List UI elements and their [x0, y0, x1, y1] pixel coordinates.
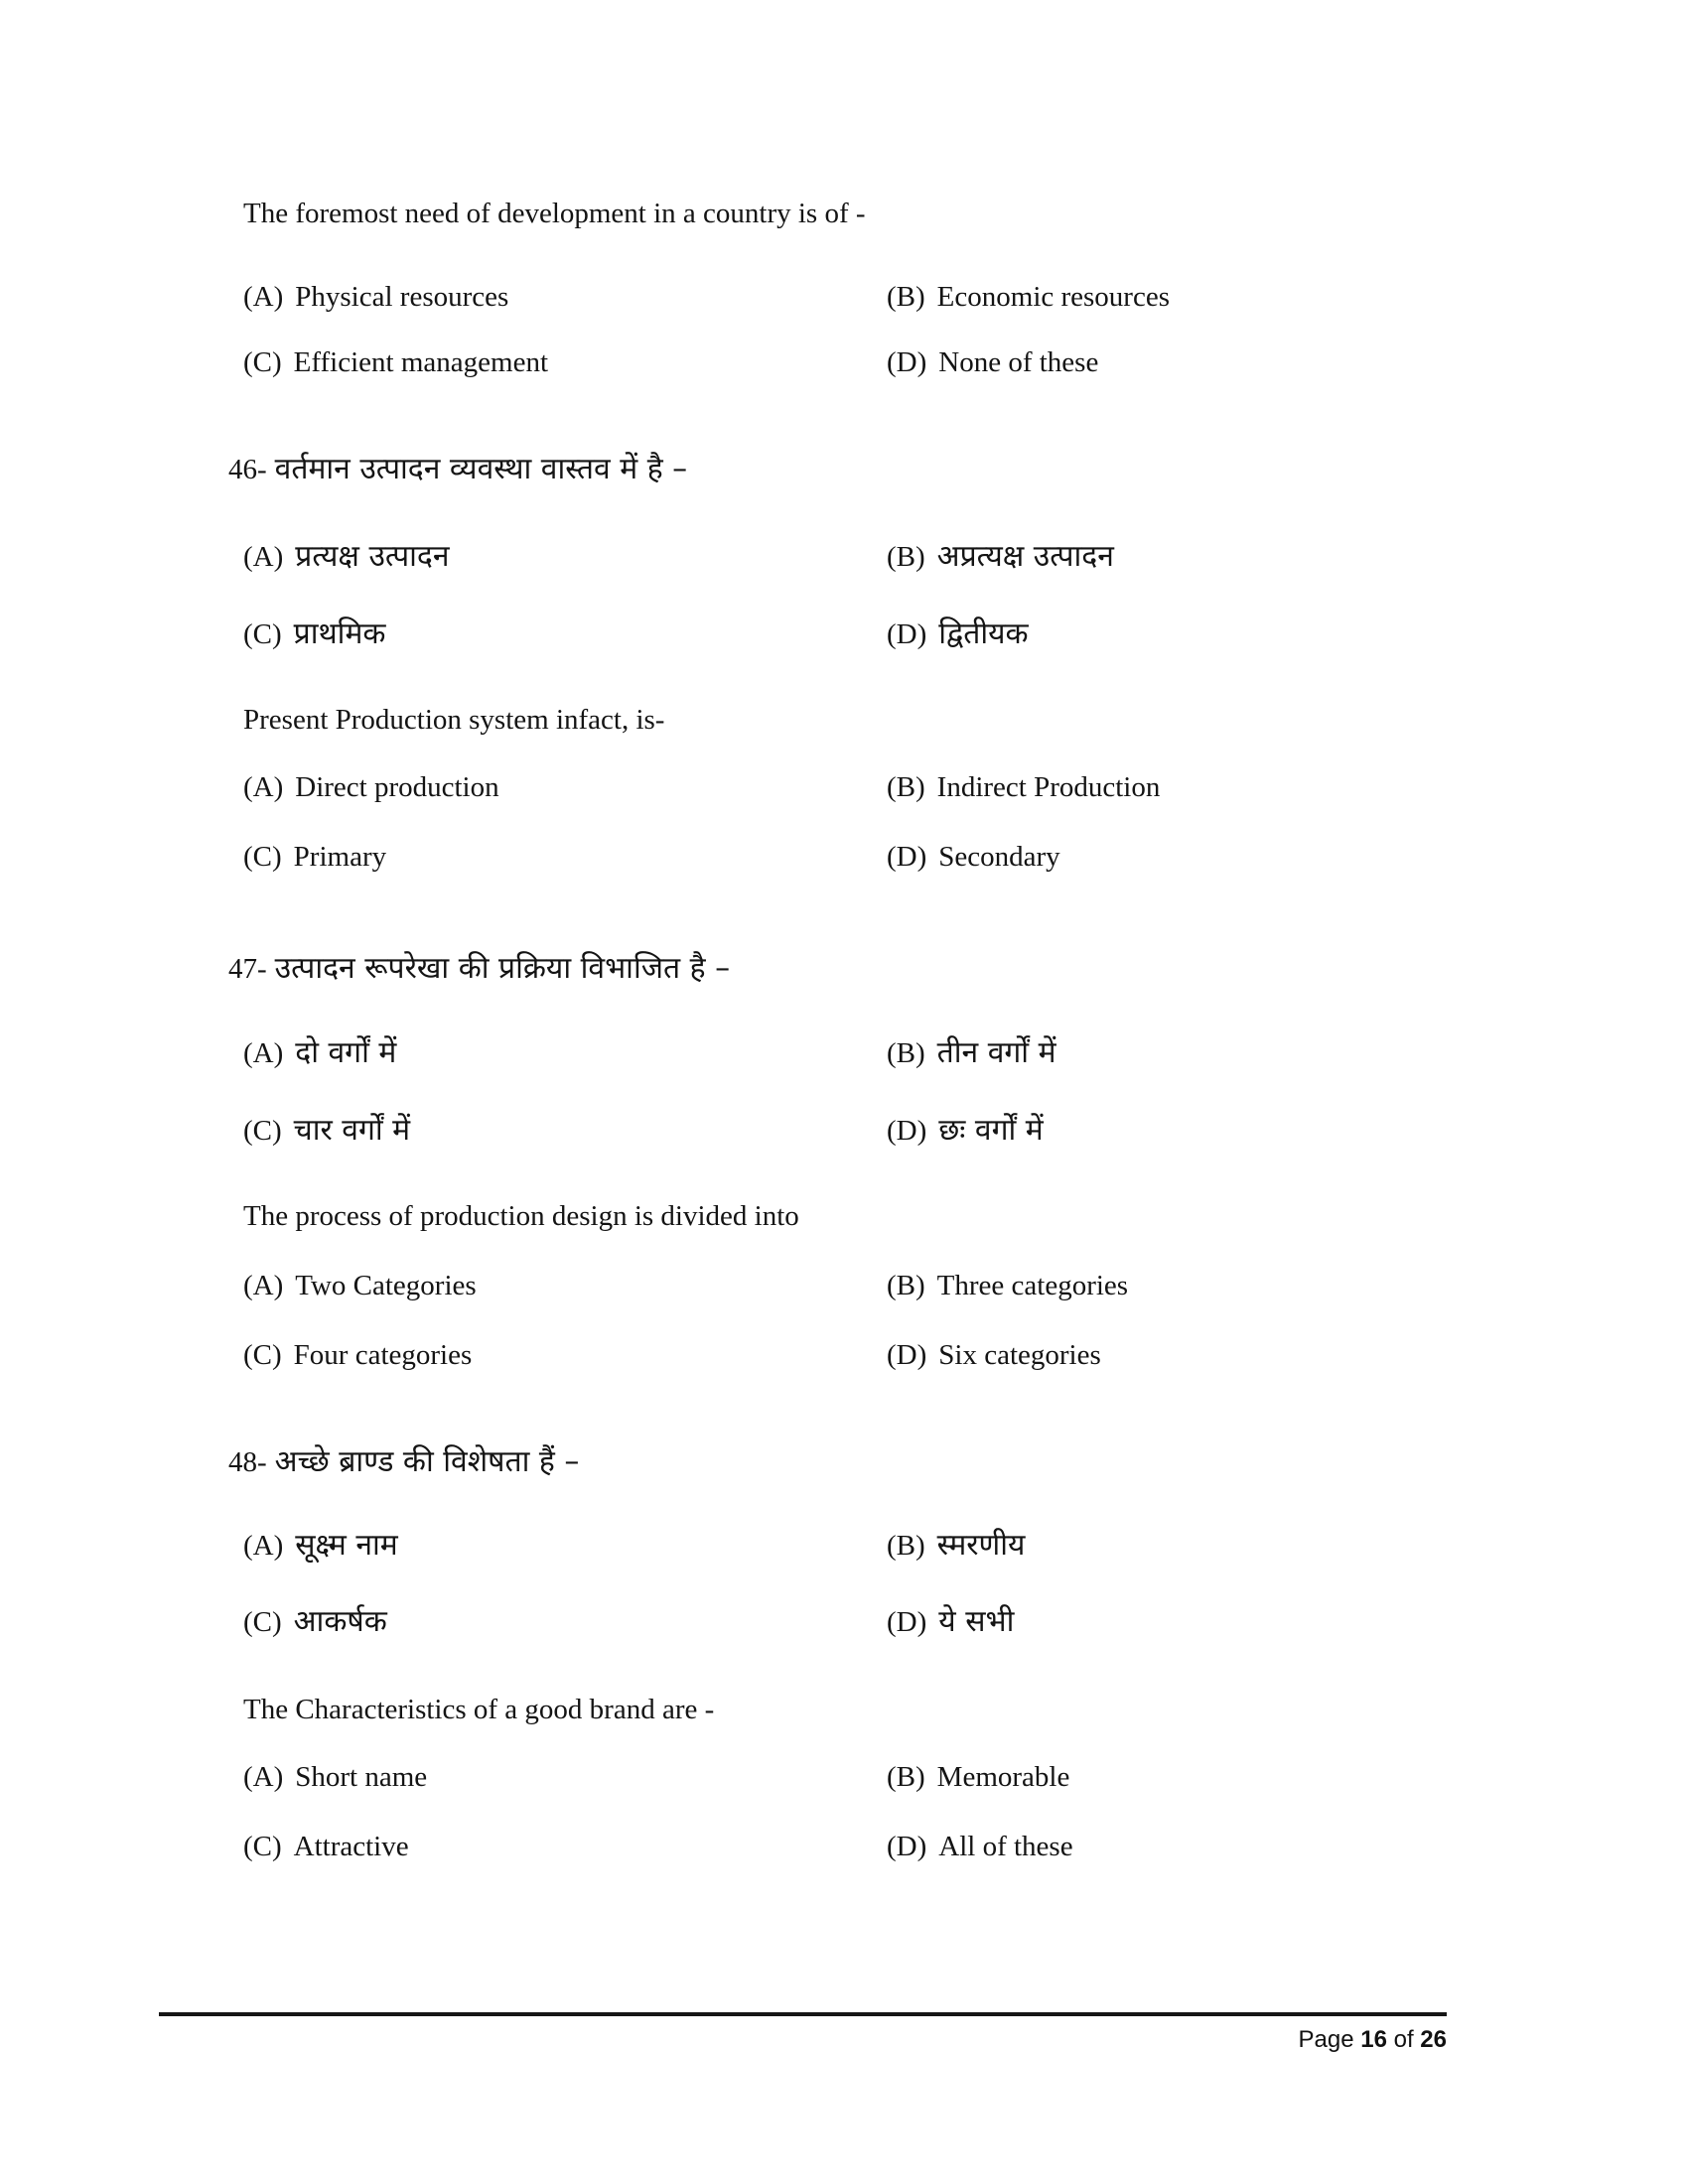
option-label: (B) [887, 541, 925, 573]
option-text: चार वर्गों में [293, 1113, 411, 1148]
option-label: (A) [243, 1270, 284, 1301]
option-b [887, 1267, 1128, 1304]
option-text: ये सभी [938, 1604, 1015, 1639]
option-a [243, 1525, 398, 1567]
question-stem-text: Present Production system infact, is- [243, 704, 665, 736]
option-label: (D) [887, 1115, 927, 1147]
option-text: द्वितीयक [938, 616, 1029, 651]
option-text: प्राथमिक [293, 616, 386, 651]
option-label: (B) [887, 281, 925, 313]
option-b [887, 1758, 1069, 1796]
option-label: (B) [887, 771, 925, 803]
option-label: (D) [887, 1339, 927, 1371]
option-d [887, 838, 1060, 876]
footer-label-page: Page [1298, 2026, 1354, 2053]
option-label: (A) [243, 541, 284, 573]
question-number: 46- [228, 454, 267, 485]
option-text: Secondary [938, 841, 1060, 873]
option-text: Attractive [293, 1831, 409, 1862]
option-d [887, 1110, 1044, 1152]
option-text: Three categories [936, 1270, 1129, 1301]
option-text: प्रत्यक्ष उत्पादन [295, 539, 450, 574]
option-b [887, 1032, 1056, 1074]
option-d [887, 1828, 1073, 1865]
option-label: (A) [243, 1037, 284, 1069]
option-text: Direct production [295, 771, 499, 803]
question-stem [228, 449, 687, 490]
option-text: अप्रत्यक्ष उत्पादन [936, 539, 1114, 574]
option-text: Six categories [938, 1339, 1101, 1371]
option-label: (C) [243, 1606, 282, 1638]
footer-divider [159, 2012, 1447, 2016]
option-a [243, 768, 499, 806]
option-c [243, 1336, 472, 1374]
option-a [243, 1032, 396, 1074]
question-stem-text: उत्पादन रूपरेखा की प्रक्रिया विभाजित है – [274, 951, 731, 986]
option-text: स्मरणीय [936, 1528, 1026, 1563]
option-label: (C) [243, 1339, 282, 1371]
option-label: (C) [243, 346, 282, 378]
option-text: Short name [295, 1761, 428, 1793]
option-text: सूक्ष्म नाम [295, 1528, 398, 1563]
option-text: आकर्षक [293, 1604, 387, 1639]
option-d [887, 343, 1098, 381]
option-text: Efficient management [293, 346, 548, 378]
option-label: (A) [243, 771, 284, 803]
option-c [243, 838, 386, 876]
option-c [243, 1828, 409, 1865]
option-text: Two Categories [295, 1270, 477, 1301]
option-label: (A) [243, 1761, 284, 1793]
option-label: (D) [887, 1606, 927, 1638]
option-text: Economic resources [936, 281, 1170, 313]
question-stem-text: The Characteristics of a good brand are - [243, 1694, 715, 1725]
question-number: 48- [228, 1446, 267, 1478]
question-stem-text: अच्छे ब्राण्ड की विशेषता हैं – [274, 1444, 580, 1479]
option-label: (D) [887, 841, 927, 873]
option-a [243, 1267, 477, 1304]
option-label: (B) [887, 1037, 925, 1069]
option-label: (D) [887, 1831, 927, 1862]
option-label: (B) [887, 1270, 925, 1301]
option-a [243, 278, 508, 316]
option-text: छः वर्गों में [938, 1113, 1044, 1148]
option-c [243, 1110, 410, 1152]
option-c [243, 343, 548, 381]
question-stem [228, 948, 730, 990]
option-label: (D) [887, 618, 927, 650]
option-d [887, 1336, 1101, 1374]
option-label: (C) [243, 1115, 282, 1147]
option-label: (A) [243, 281, 284, 313]
page-footer [943, 2026, 1447, 2054]
question-stem-text: The process of production design is divided into [243, 1200, 799, 1232]
footer-label-of: of [1393, 2026, 1414, 2053]
footer-total-pages: 26 [1420, 2026, 1447, 2053]
option-a [243, 1758, 427, 1796]
option-text: तीन वर्गों में [936, 1035, 1056, 1070]
question-stem-text: वर्तमान उत्पादन व्यवस्था वास्तव में है – [274, 452, 688, 486]
option-b [887, 278, 1170, 316]
question-stem-text: The foremost need of development in a country is of - [243, 198, 866, 229]
option-c [243, 614, 385, 655]
option-label: (D) [887, 346, 927, 378]
option-text: None of these [938, 346, 1099, 378]
option-text: Primary [293, 841, 387, 873]
option-text: दो वर्गों में [295, 1035, 397, 1070]
option-a [243, 536, 450, 578]
footer-page-number: 16 [1360, 2026, 1387, 2053]
question-stem [243, 1197, 799, 1235]
option-b [887, 768, 1160, 806]
question-stem [243, 195, 866, 232]
option-b [887, 536, 1114, 578]
option-label: (A) [243, 1530, 284, 1562]
option-label: (C) [243, 1831, 282, 1862]
option-text: All of these [938, 1831, 1073, 1862]
option-label: (B) [887, 1761, 925, 1793]
option-label: (B) [887, 1530, 925, 1562]
option-text: Memorable [936, 1761, 1070, 1793]
option-label: (C) [243, 618, 282, 650]
question-stem [228, 1441, 579, 1483]
option-b [887, 1525, 1025, 1567]
option-label: (C) [243, 841, 282, 873]
option-c [243, 1601, 387, 1643]
option-d [887, 1601, 1014, 1643]
option-d [887, 614, 1029, 655]
question-stem [243, 1691, 714, 1728]
question-stem [243, 701, 664, 739]
option-text: Indirect Production [936, 771, 1161, 803]
option-text: Physical resources [295, 281, 509, 313]
option-text: Four categories [293, 1339, 473, 1371]
question-number: 47- [228, 953, 267, 985]
